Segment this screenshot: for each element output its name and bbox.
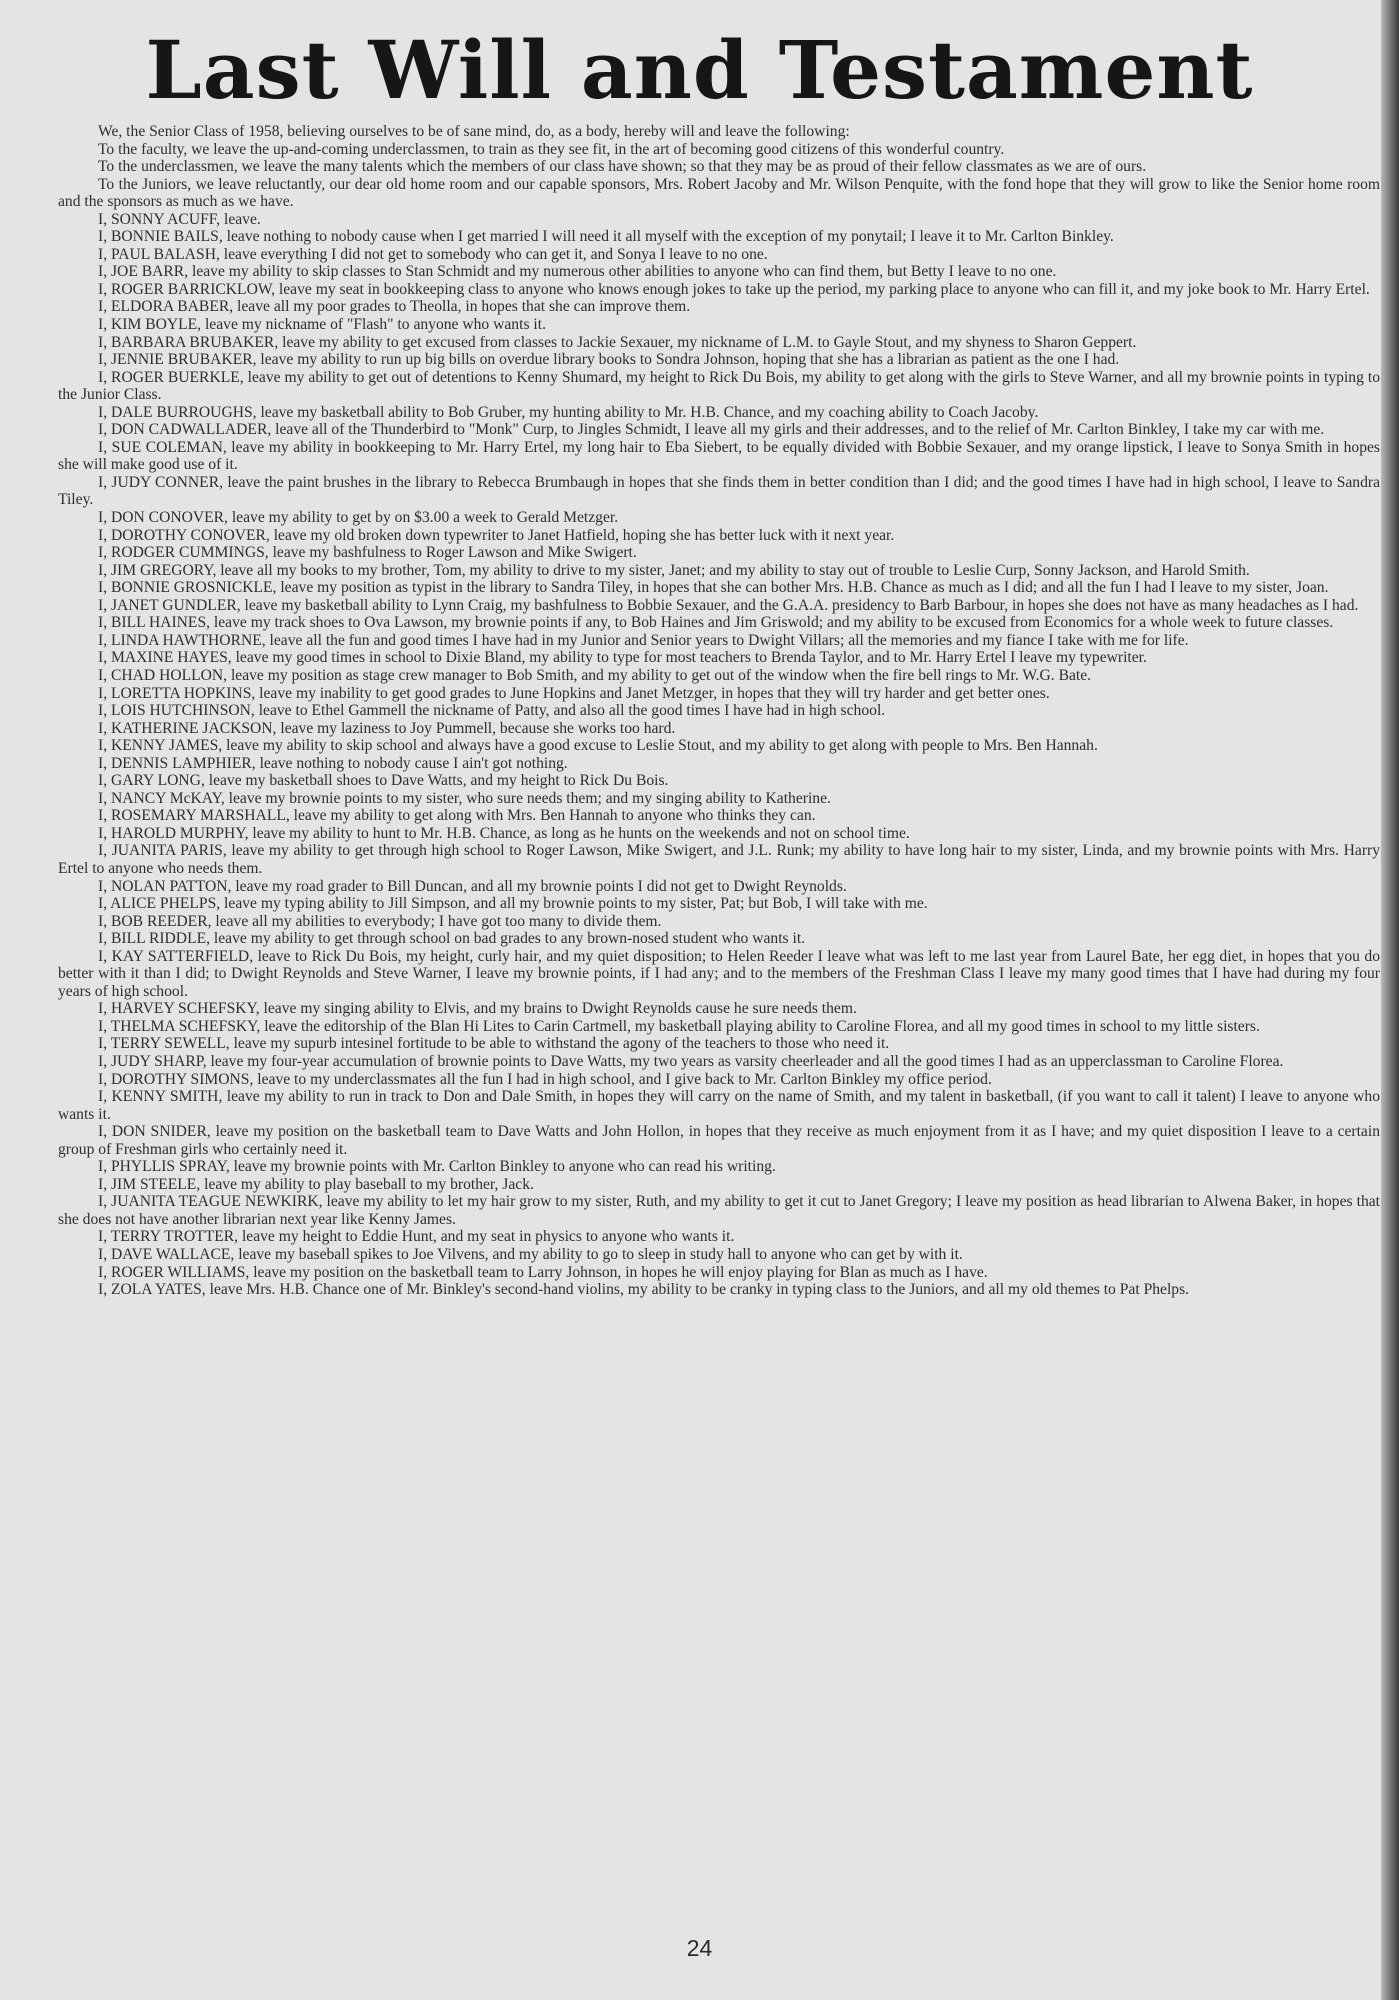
bequest-paragraph: I, CHAD HOLLON, leave my position as stage crew manager to Bob Smith, and my ability to get out of the window when the fire bell rings to Mr. W.G. Bate. xyxy=(98,666,1092,684)
page-number: 24 xyxy=(686,1935,713,1961)
bequest-paragraph: I, LOIS HUTCHINSON, leave to Ethel Gammell the nickname of Patty, and also all the good times I have had in high school. xyxy=(98,702,886,720)
bequest-paragraph: I, GARY LONG, leave my basketball shoes to Dave Watts, and my height to Rick Du Bois. xyxy=(98,772,669,790)
bequest-paragraph: I, ELDORA BABER, leave all my poor grades to Theolla, in hopes that she can improve them. xyxy=(98,298,691,316)
bequest-paragraph: I, DON CADWALLADER, leave all of the Thunderbird to "Monk" Curp, to Jingles Schmidt, I leave all my girls and their addresses, and to the relief of Mr. Carlton Binkley, I take my car with me. xyxy=(98,421,1325,439)
bequest-paragraph: I, JIM GREGORY, leave all my books to my brother, Tom, my ability to drive to my sister, Janet; and my ability to stay out of trouble to Leslie Curp, Sonny Jackson, and Harold Smith. xyxy=(98,561,1250,579)
bequest-paragraph: I, LORETTA HOPKINS, leave my inability to get good grades to June Hopkins and Janet Metzger, in hopes that they will try harder and get better ones. xyxy=(98,684,1050,702)
bequest-paragraph: I, BILL RIDDLE, leave my ability to get through school on bad grades to any brown-nosed student who wants it. xyxy=(98,930,806,948)
bequest-paragraph: I, SONNY ACUFF, leave. xyxy=(98,210,261,228)
bequest-paragraph: I, KIM BOYLE, leave my nickname of "Flash" to anyone who wants it. xyxy=(98,316,546,334)
bequest-paragraph: I, DALE BURROUGHS, leave my basketball ability to Bob Gruber, my hunting ability to Mr. H.B. Chance, and my coaching ability to Coach Jacoby. xyxy=(98,403,1039,421)
bequest-paragraph: I, ROGER BARRICKLOW, leave my seat in bookkeeping class to anyone who knows enough jokes to take up the period, my parking place to anyone who can fill it, and my joke book to Mr. Harry Ertel. xyxy=(98,280,1370,298)
bequest-paragraph: I, JANET GUNDLER, leave my basketball ability to Lynn Craig, my bashfulness to Bobbie Sexauer, and the G.A.A. presidency to Barb Barbour, in hopes she does not have as many headaches as I had. xyxy=(98,596,1359,614)
bequest-paragraph: I, SUE COLEMAN, leave my ability in bookkeeping to Mr. Harry Ertel, my long hair to Eba Siebert, to be equally divided with Bobbie Sexauer, and my orange lipstick, I leave to Sonya Smith in hopes she will make good use of it. xyxy=(58,438,1380,474)
page-title: Last Will and Testament xyxy=(145,23,1254,117)
bequest-paragraph: I, DENNIS LAMPHIER, leave nothing to nobody cause I ain't got nothing. xyxy=(98,754,568,772)
page-binding-edge xyxy=(1381,0,1399,2000)
bequest-paragraph: I, ROSEMARY MARSHALL, leave my ability to get along with Mrs. Ben Hannah to anyone who thinks they can. xyxy=(98,807,816,825)
bequest-paragraph: I, ROGER WILLIAMS, leave my position on the basketball team to Larry Johnson, in hopes he will enjoy playing for Blan as much as I have. xyxy=(98,1263,988,1281)
bequest-paragraph: I, JUDY CONNER, leave the paint brushes in the library to Rebecca Brumbaugh in hopes that she finds them in better condition than I did; and the good times I have had in high school, I leave to Sandra Tiley. xyxy=(58,473,1380,509)
bequest-paragraph: I, JIM STEELE, leave my ability to play baseball to my brother, Jack. xyxy=(98,1175,534,1193)
bequest-paragraph: I, LINDA HAWTHORNE, leave all the fun and good times I have had in my Junior and Senior years to Dwight Villars; all the memories and my fiance I take with me for life. xyxy=(98,631,1189,649)
bequest-paragraph: I, MAXINE HAYES, leave my good times in school to Dixie Bland, my ability to type for most teachers to Brenda Taylor, and to Mr. Harry Ertel I leave my typewriter. xyxy=(98,649,1147,667)
bequest-paragraph: I, BONNIE GROSNICKLE, leave my position as typist in the library to Sandra Tiley, in hopes that she can bother Mrs. H.B. Chance as much as I did; and all the fun I had I leave to my sister, Joan. xyxy=(98,579,1329,597)
preamble-paragraph: We, the Senior Class of 1958, believing ourselves to be of sane mind, do, as a body, hereby will and leave the following: xyxy=(98,123,850,140)
bequest-paragraph: I, ROGER BUERKLE, leave my ability to get out of detentions to Kenny Shumard, my height to Rick Du Bois, my ability to get along with the girls to Steve Warner, and all my brownie points in typing to the Junior Class. xyxy=(58,368,1380,404)
bequest-paragraph: I, DON CONOVER, leave my ability to get by on $3.00 a week to Gerald Metzger. xyxy=(98,509,619,527)
bequest-paragraph: I, DOROTHY SIMONS, leave to my underclassmates all the fun I had in high school, and I give back to Mr. Carlton Binkley my office period. xyxy=(98,1070,992,1088)
bequest-paragraph: I, BONNIE BAILS, leave nothing to nobody cause when I get married I will need it all myself with the exception of my ponytail; I leave it to Mr. Carlton Binkley. xyxy=(98,228,1114,246)
bequest-paragraph: I, JUANITA TEAGUE NEWKIRK, leave my ability to let my hair grow to my sister, Ruth, and my ability to get it cut to Janet Gregory; I leave my position as head librarian to Alwena Baker, in hopes that she does not have another librarian next year like Kenny James. xyxy=(58,1193,1380,1228)
bequest-paragraph: I, ALICE PHELPS, leave my typing ability to Jill Simpson, and all my brownie points to my sister, Pat; but Bob, I will take with me. xyxy=(98,895,928,913)
bequest-paragraph: I, JOE BARR, leave my ability to skip classes to Stan Schmidt and my numerous other abilities to anyone who can find them, but Betty I leave to no one. xyxy=(98,263,1057,281)
bequest-paragraph: I, PHYLLIS SPRAY, leave my brownie points with Mr. Carlton Binkley to anyone who can read his writing. xyxy=(98,1158,776,1176)
bequest-paragraph: I, BARBARA BRUBAKER, leave my ability to get excused from classes to Jackie Sexauer, my nickname of L.M. to Gayle Stout, and my shyness to Sharon Geppert. xyxy=(98,333,1137,351)
bequest-paragraph: I, ZOLA YATES, leave Mrs. H.B. Chance one of Mr. Binkley's second-hand violins, my ability to be cranky in typing class to the Juniors, and all my old themes to Pat Phelps. xyxy=(98,1281,1190,1299)
bequest-paragraph: I, NANCY McKAY, leave my brownie points to my sister, who sure needs them; and my singing ability to Katherine. xyxy=(98,789,831,807)
preamble-paragraph: To the faculty, we leave the up-and-coming underclassmen, to train as they see fit, in the art of becoming good citizens of this wonderful country. xyxy=(98,140,1005,158)
bequest-paragraph: I, DAVE WALLACE, leave my baseball spikes to Joe Vilvens, and my ability to go to sleep in study hall to anyone who can get by with it. xyxy=(98,1246,963,1263)
preamble-paragraph: To the underclassmen, we leave the many talents which the members of our class have shown; so that they may be as proud of their fellow classmates as we are of ours. xyxy=(98,158,1147,176)
bequest-paragraph: I, DOROTHY CONOVER, leave my old broken down typewriter to Janet Hatfield, hoping she has better luck with it next year. xyxy=(98,526,895,544)
bequest-paragraph: I, KATHERINE JACKSON, leave my laziness to Joy Pummell, because she works too hard. xyxy=(98,719,676,737)
bequest-paragraph: I, THELMA SCHEFSKY, leave the editorship of the Blan Hi Lites to Carin Cartmell, my basketball playing ability to Caroline Florea, and all my good times in school to my little sisters. xyxy=(98,1017,1260,1035)
bequest-paragraph: I, KENNY JAMES, leave my ability to skip school and always have a good excuse to Leslie Stout, and my ability to get along with people to Mrs. Ben Hannah. xyxy=(98,737,1098,755)
will-text-body xyxy=(58,123,1380,1299)
bequest-paragraph: I, BOB REEDER, leave all my abilities to everybody; I have got too many to divide them. xyxy=(98,912,662,930)
bequest-paragraph: I, RODGER CUMMINGS, leave my bashfulness to Roger Lawson and Mike Swigert. xyxy=(98,544,637,562)
bequest-paragraph: I, BILL HAINES, leave my track shoes to Ova Lawson, my brownie points if any, to Bob Haines and Jim Griswold; and my ability to be excused from Economics for a whole week to future classes. xyxy=(98,614,1334,632)
bequest-paragraph: I, JUDY SHARP, leave my four-year accumulation of brownie points to Dave Watts, my two years as varsity cheerleader and all the good times I had as an upperclassman to Caroline Florea. xyxy=(98,1052,1284,1070)
preamble-paragraph: To the Juniors, we leave reluctantly, our dear old home room and our capable sponsors, Mrs. Robert Jacoby and Mr. Wilson Penquite, with the fond hope that they will grow to like the Senior home room and the sponsors as much as we have. xyxy=(58,175,1380,211)
bequest-paragraph: I, PAUL BALASH, leave everything I did not get to somebody who can get it, and Sonya I leave to no one. xyxy=(98,245,768,263)
bequest-paragraph: I, KAY SATTERFIELD, leave to Rick Du Bois, my height, curly hair, and my quiet disposition; to Helen Reeder I leave what was left to me last year from Laurel Bate, her egg diet, in hopes that you do better with it than I did; to Dwight Reynolds and Steve Warner, I leave my brownie points, if I had any; and to the members of the Freshman Class I leave my many good times that I have had during my four years of high school. xyxy=(58,947,1380,1000)
bequest-paragraph: I, NOLAN PATTON, leave my road grader to Bill Duncan, and all my brownie points I did not get to Dwight Reynolds. xyxy=(98,877,847,895)
bequest-paragraph: I, TERRY SEWELL, leave my supurb intesinel fortitude to be able to withstand the agony of the teachers to those who need it. xyxy=(98,1035,890,1053)
bequest-paragraph: I, TERRY TROTTER, leave my height to Eddie Hunt, and my seat in physics to anyone who wants it. xyxy=(98,1228,735,1246)
bequest-paragraph: I, HAROLD MURPHY, leave my ability to hunt to Mr. H.B. Chance, as long as he hunts on the weekends and not on school time. xyxy=(98,824,910,842)
bequest-paragraph: I, KENNY SMITH, leave my ability to run in track to Don and Dale Smith, in hopes they will carry on the name of Smith, and my talent in basketball, (if you want to call it talent) I leave to anyone who wants it. xyxy=(58,1088,1380,1123)
bequest-paragraph: I, JENNIE BRUBAKER, leave my ability to run up big bills on overdue library books to Sondra Johnson, hoping that she has a librarian as patient as the one I had. xyxy=(98,351,1120,369)
bequest-paragraph: I, HARVEY SCHEFSKY, leave my singing ability to Elvis, and my brains to Dwight Reynolds cause he sure needs them. xyxy=(98,1000,857,1018)
bequest-paragraph: I, DON SNIDER, leave my position on the basketball team to Dave Watts and John Hollon, in hopes that they receive as much enjoyment from it as I have; and my quiet disposition I leave to a certain group of Freshman girls who certainly need it. xyxy=(58,1123,1380,1158)
bequest-paragraph: I, JUANITA PARIS, leave my ability to get through high school to Roger Lawson, Mike Swigert, and J.L. Runk; my ability to have long hair to my sister, Linda, and my brownie points with Mrs. Harry Ertel to anyone who needs them. xyxy=(58,842,1380,877)
